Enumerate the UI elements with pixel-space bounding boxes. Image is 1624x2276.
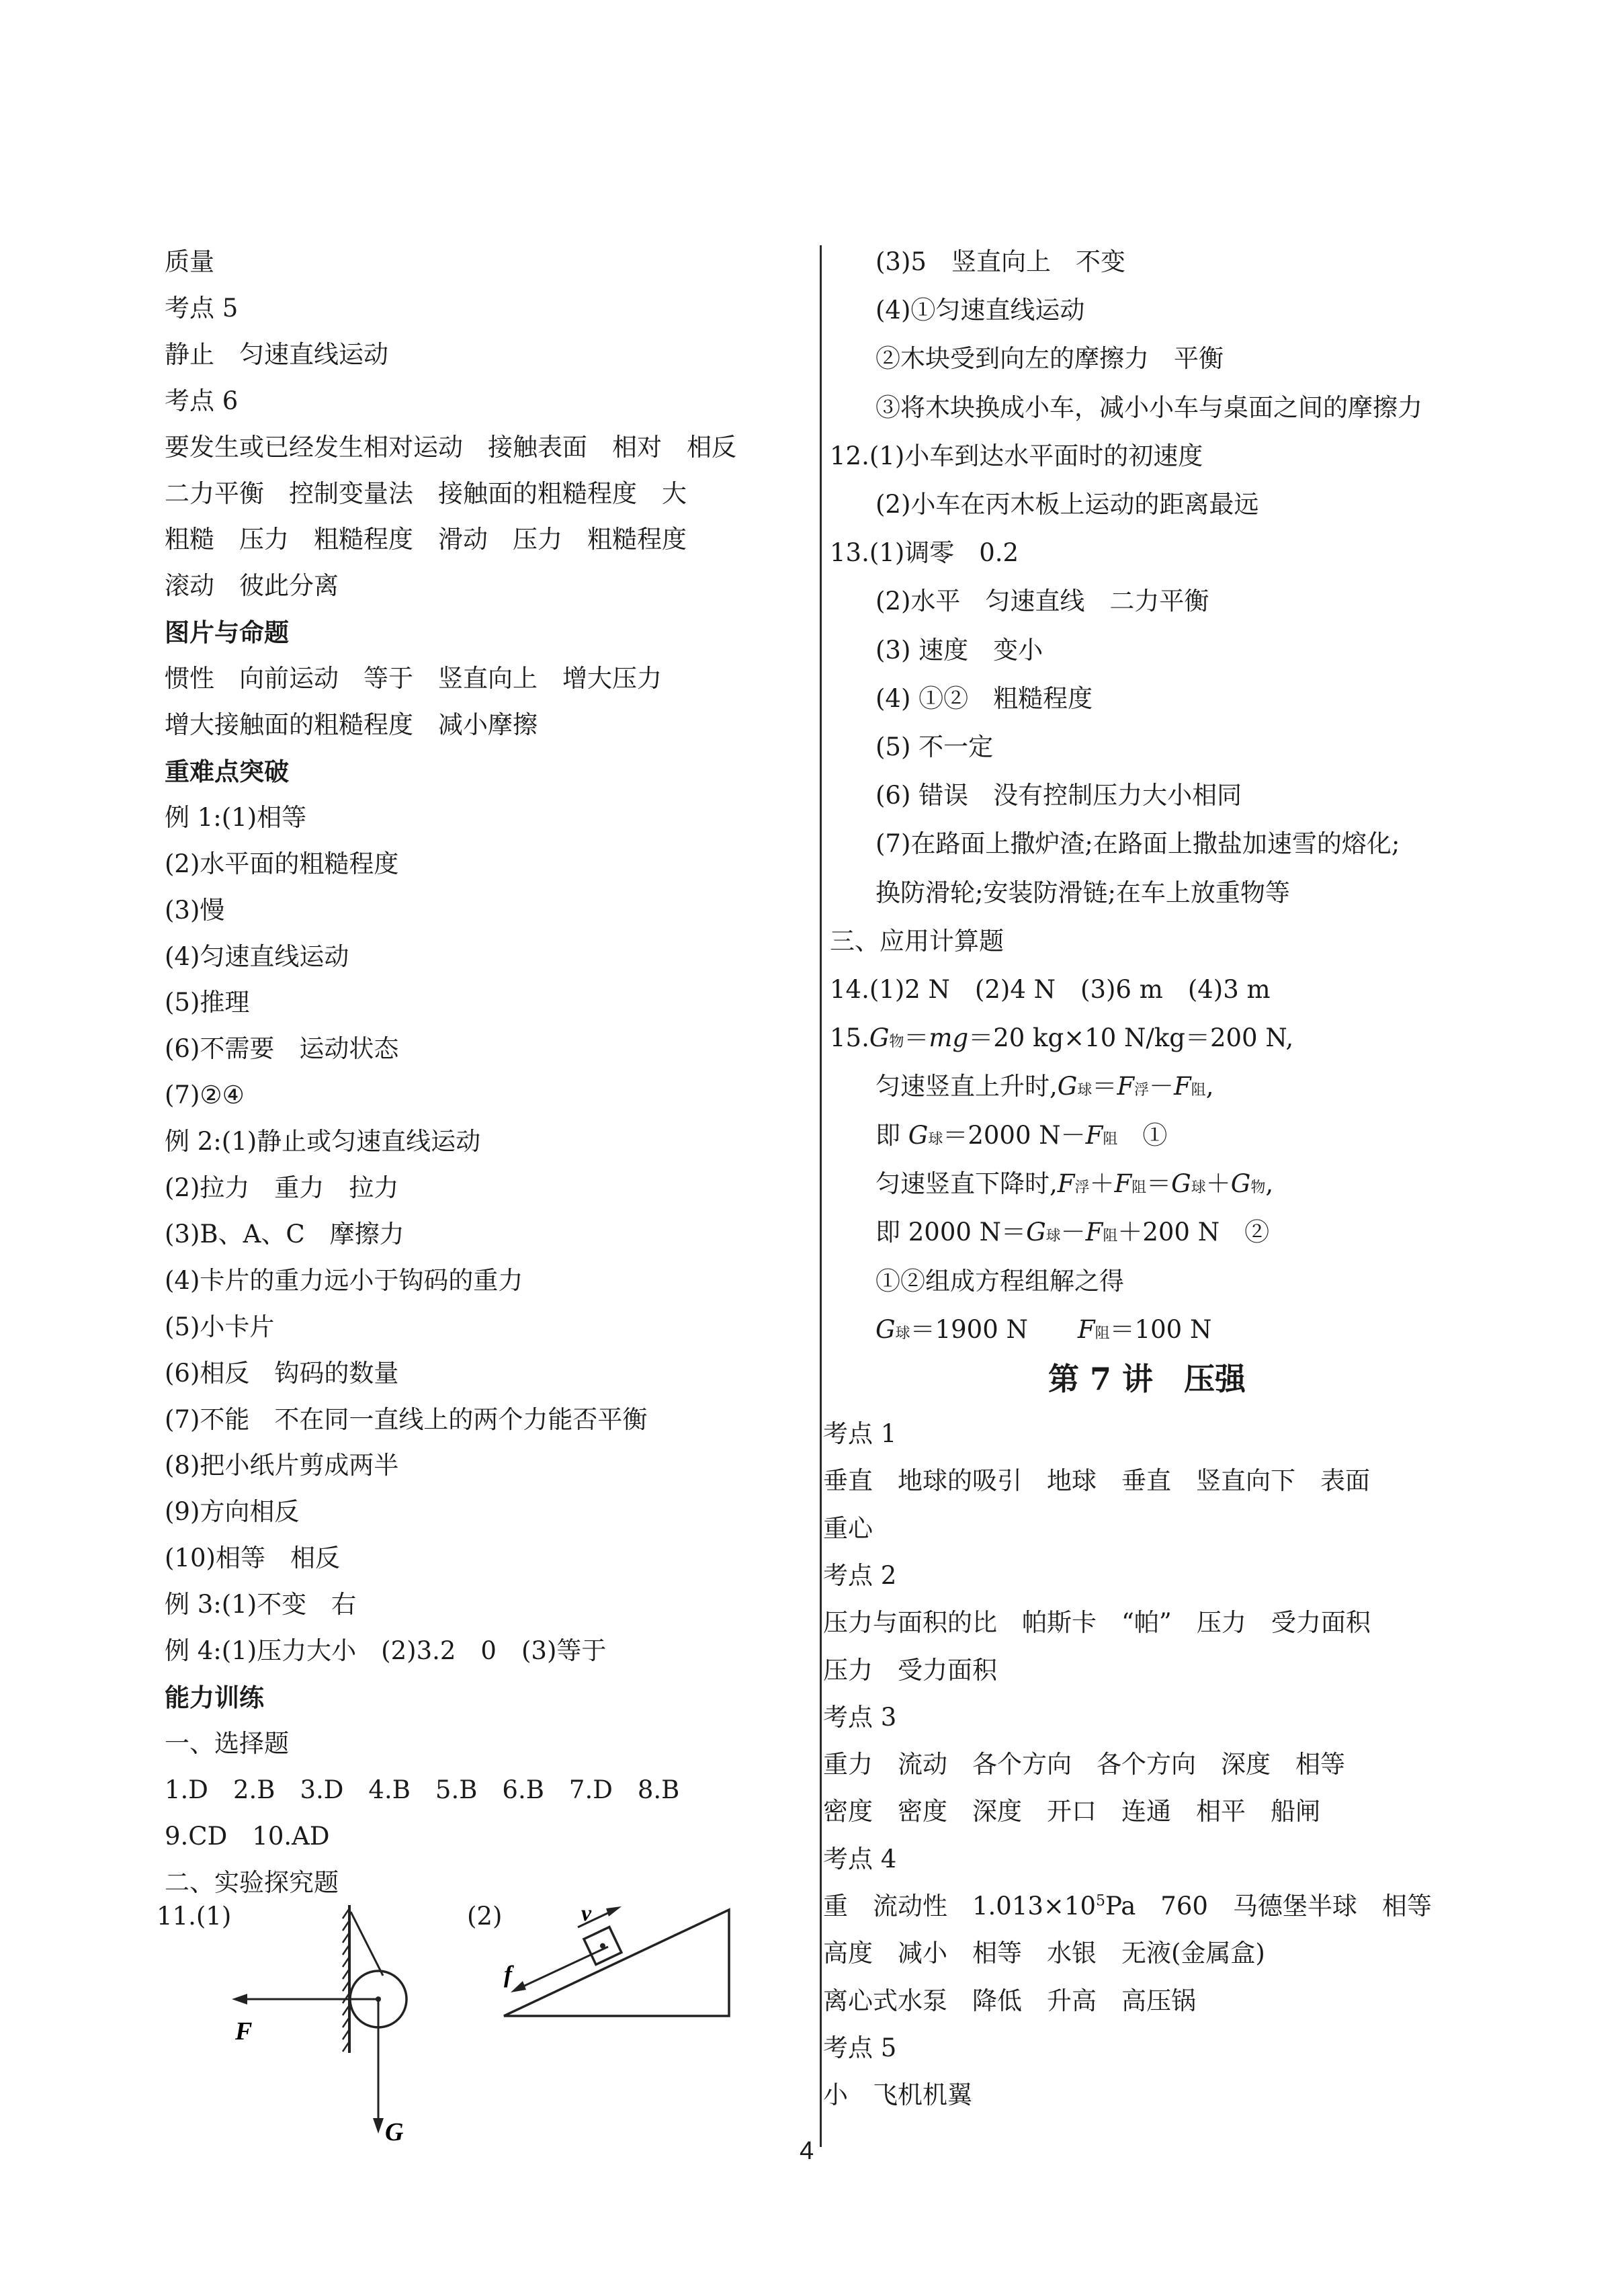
right3-line-1: 离心式水泵 降低 升高 高压锅 [823, 1986, 1196, 2015]
column-divider [820, 245, 822, 2147]
lecture-title: 第 7 讲 压强 [1048, 1361, 1246, 1397]
right2-line-5: 压力 受力面积 [823, 1655, 997, 1685]
kaodian4-line: 重 流动性 $1.013\times 10^5Pa$ 760 马德堡半球 相等 [823, 1892, 1432, 1921]
right2-line-8: 密度 密度 深度 开口 连通 相平 船闸 [823, 1797, 1320, 1826]
left-line-34: 9.CD 10.AD [165, 1821, 330, 1851]
right-line-5: (2)小车在丙木板上运动的距离最远 [875, 490, 1259, 519]
left-line-6: 粗糙 压力 粗糙程度 滑动 压力 粗糙程度 [165, 525, 687, 554]
left-line-1: 考点 5 [165, 293, 239, 323]
left-line-17: (6)不需要 运动状态 [165, 1034, 399, 1064]
incline-force-diagram [484, 1895, 739, 2029]
right-line-12: (7)在路面上撒炉渣;在路面上撒盐加速雪的熔化; [875, 829, 1400, 859]
left-line-12: 例 1:(1)相等 [165, 802, 307, 832]
right-line-1: (4)①匀速直线运动 [875, 296, 1085, 325]
right-line-7: (2)水平 匀速直线 二力平衡 [875, 587, 1209, 616]
q15-line-2: 匀速竖直上升时,G球＝F浮－F阻, [875, 1072, 1214, 1101]
right2-line-4: 压力与面积的比 帕斯卡 “帕” 压力 受力面积 [823, 1608, 1371, 1638]
q15-line-4: 匀速竖直下降时,F浮＋F阻＝G球＋G物, [875, 1169, 1274, 1198]
left-line-13: (2)水平面的粗糙程度 [165, 849, 399, 878]
left-line-28: (10)相等 相反 [165, 1544, 340, 1573]
left-line-14: (3)慢 [165, 895, 225, 925]
right-line-15: 14.(1)2 N (2)4 N (3)6 m (4)3 m [830, 975, 1271, 1004]
left-line-8: 图片与命题 [165, 618, 289, 648]
page-number: 4 [800, 2137, 814, 2165]
left-line-29: 例 3:(1)不变 右 [165, 1590, 357, 1619]
left-line-15: (4)匀速直线运动 [165, 941, 349, 971]
right2-line-3: 考点 2 [823, 1560, 897, 1590]
q15-line-6: ①②组成方程组解之得 [875, 1267, 1124, 1296]
q15-line-5: 即 2000 N＝G球－F阻＋200 N ② [875, 1218, 1270, 1247]
right-line-0: (3)5 竖直向上 不变 [875, 247, 1125, 276]
force-F-label: F [235, 2017, 253, 2046]
left-line-5: 二力平衡 控制变量法 接触面的粗糙程度 大 [165, 478, 687, 508]
q11-label-2: (2) [467, 1902, 503, 1931]
right2-line-6: 考点 3 [823, 1702, 897, 1732]
left-line-9: 惯性 向前运动 等于 竖直向上 增大压力 [165, 664, 662, 693]
right3-line-2: 考点 5 [823, 2033, 897, 2062]
q15-line-1: 15.G物＝mg＝20 kg×10 N/kg＝200 N, [830, 1023, 1294, 1052]
left-line-7: 滚动 彼此分离 [165, 571, 339, 601]
left-line-0: 质量 [165, 247, 214, 276]
right-line-13: 换防滑轮;安装防滑链;在车上放重物等 [875, 878, 1290, 907]
right-line-2: ②木块受到向左的摩擦力 平衡 [875, 344, 1224, 374]
left-line-20: (2)拉力 重力 拉力 [165, 1173, 399, 1202]
right2-line-7: 重力 流动 各个方向 各个方向 深度 相等 [823, 1750, 1345, 1779]
right2-line-2: 重心 [823, 1513, 873, 1543]
left-line-24: (6)相反 钩码的数量 [165, 1358, 399, 1388]
left-line-32: 一、选择题 [165, 1728, 289, 1758]
left-line-4: 要发生或已经发生相对运动 接触表面 相对 相反 [165, 432, 736, 462]
right2-line-0: 考点 1 [823, 1419, 897, 1448]
right2-line-1: 垂直 地球的吸引 地球 垂直 竖直向下 表面 [823, 1466, 1370, 1496]
q15-line-3: 即 G球＝2000 N－F阻 ① [875, 1121, 1168, 1150]
left-line-22: (4)卡片的重力远小于钩码的重力 [165, 1265, 523, 1295]
left-line-2: 静止 匀速直线运动 [165, 339, 388, 369]
left-line-30: 例 4:(1)压力大小 (2)3.2 0 (3)等于 [165, 1636, 607, 1665]
left-line-27: (9)方向相反 [165, 1497, 300, 1527]
right3-line-0: 高度 减小 相等 水银 无液(金属盒) [823, 1939, 1265, 1968]
right-line-6: 13.(1)调零 0.2 [830, 538, 1019, 568]
right-line-11: (6) 错误 没有控制压力大小相同 [875, 781, 1242, 810]
q11-label-1: 11.(1) [157, 1902, 232, 1931]
right-line-14: 三、应用计算题 [830, 926, 1004, 956]
right-line-10: (5) 不一定 [875, 732, 994, 761]
q15-line-7: G球＝1900 N F阻＝100 N [875, 1315, 1212, 1344]
left-line-23: (5)小卡片 [165, 1312, 275, 1341]
force-G-label: G [385, 2118, 404, 2146]
left-line-21: (3)B、A、C 摩擦力 [165, 1219, 404, 1249]
right2-line-9: 考点 4 [823, 1844, 897, 1873]
left-line-19: 例 2:(1)静止或匀速直线运动 [165, 1127, 481, 1156]
left-line-25: (7)不能 不在同一直线上的两个力能否平衡 [165, 1404, 648, 1434]
left-line-11: 重难点突破 [165, 756, 289, 786]
right-line-4: 12.(1)小车到达水平面时的初速度 [830, 441, 1203, 470]
right-line-9: (4) ①② 粗糙程度 [875, 683, 1093, 713]
left-line-3: 考点 6 [165, 386, 239, 415]
left-line-16: (5)推理 [165, 988, 250, 1017]
left-line-18: (7)②④ [165, 1081, 245, 1110]
right3-line-3: 小 飞机机翼 [823, 2080, 972, 2110]
velocity-v-label: v [581, 1901, 592, 1926]
left-line-33: 1.D 2.B 3.D 4.B 5.B 6.B 7.D 8.B [165, 1775, 680, 1804]
left-line-26: (8)把小纸片剪成两半 [165, 1451, 399, 1480]
left-line-31: 能力训练 [165, 1682, 264, 1712]
left-line-10: 增大接触面的粗糙程度 减小摩擦 [165, 710, 538, 739]
left-line-35: 二、实验探究题 [165, 1867, 339, 1897]
friction-f-label: f [504, 1961, 512, 1988]
pulley-force-diagram [222, 1902, 437, 2157]
right-line-3: ③将木块换成小车，减小小车与桌面之间的摩擦力 [875, 392, 1422, 422]
right-line-8: (3) 速度 变小 [875, 635, 1043, 665]
